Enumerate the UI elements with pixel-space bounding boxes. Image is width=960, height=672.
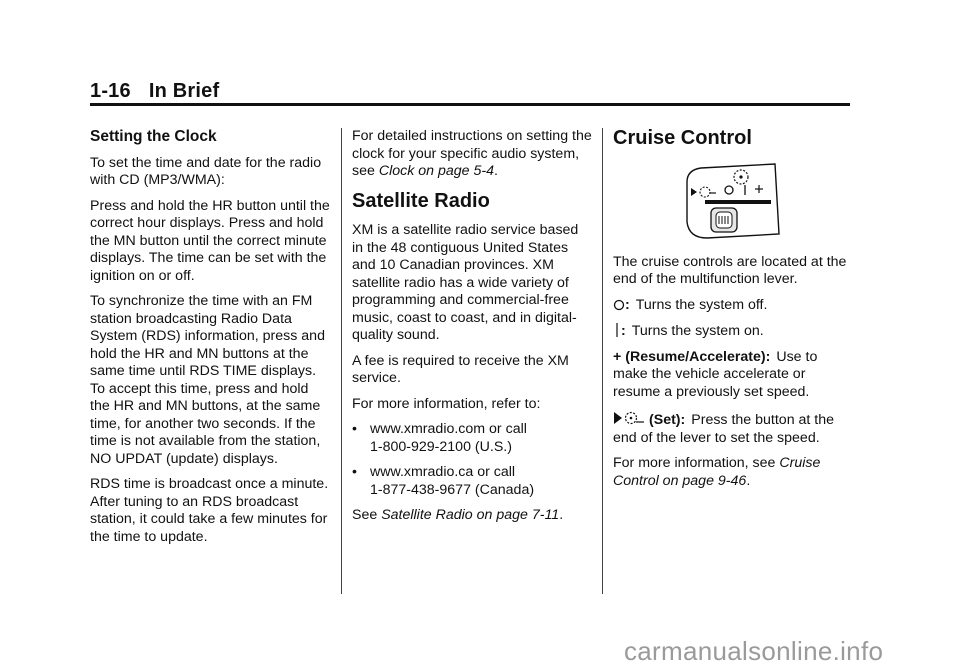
text: See (352, 507, 382, 523)
paragraph (352, 128, 592, 181)
phone-number: 1-877-438-9677 (Canada) (370, 481, 535, 498)
paragraph: A fee is required to receive the XM service. (352, 352, 569, 386)
link-text[interactable]: www.xmradio.ca or call (370, 464, 516, 480)
off-text: Turns the system off. (635, 296, 768, 313)
column-2 (352, 128, 592, 533)
section-title: In Brief (148, 80, 220, 102)
off-description (613, 297, 853, 315)
resume-label: + (Resume/Accelerate): (613, 348, 771, 365)
column-divider-2 (602, 128, 603, 594)
paragraph (613, 455, 853, 490)
cruise-lever-illustration (613, 160, 853, 242)
off-label: : (625, 296, 630, 313)
text: . (559, 507, 564, 523)
text: . (493, 163, 498, 179)
column-1 (90, 128, 330, 554)
bullet-icon: • (352, 421, 357, 437)
paragraph: To set the time and date for the radio with CD (MP3/WMA): (90, 154, 322, 188)
paragraph: RDS time is broadcast once a minute. After tuning to an RDS broadcast station, it could take a few minutes for the time to update. (90, 476, 329, 545)
cruise-control-heading: Cruise Control (613, 127, 752, 149)
column-3 (613, 128, 853, 498)
text: For detailed instructions on setting the clock for your specific audio system, see (352, 128, 592, 179)
cruise-lever-icon (683, 160, 783, 242)
set-description (613, 409, 853, 447)
paragraph (352, 507, 592, 525)
paragraph: Press and hold the HR button until the correct hour displays. Press and hold the MN button until the correct minute displays. The time can be set with the ignition on or off. (90, 197, 330, 284)
header-rule (90, 103, 850, 106)
bullet-icon: • (352, 464, 357, 480)
paragraph: XM is a satellite radio service based in the 48 contiguous United States and 10 Canadian provinces. XM satellite radio has a wide variety of programming and commercial-free music, coast to coast, and in digital-quality sound. (352, 222, 579, 343)
on-text: Turns the system on. (631, 323, 764, 339)
resume-text: Use to make the vehicle accelerate or resume a previously set speed. (613, 348, 818, 400)
text: For more information, see (613, 455, 780, 471)
clock-reference-link[interactable]: Clock on page 5-4 (378, 163, 494, 179)
off-circle-icon (613, 298, 625, 312)
cruise-control-reference-link[interactable]: Cruise Control on page 9-46 (613, 455, 821, 489)
set-text: Press the button at the end of the lever to set the speed. (613, 412, 835, 446)
satellite-radio-heading: Satellite Radio (352, 189, 490, 212)
text: . (746, 472, 751, 489)
page-header (90, 80, 219, 103)
watermark: carmanualsonline.info (624, 636, 884, 666)
page-number: 1-16 (90, 80, 131, 102)
phone-number: 1-800-929-2100 (U.S.) (370, 438, 512, 455)
paragraph: For more information, refer to: (352, 395, 541, 412)
paragraph: To synchronize the time with an FM station broadcasting Radio Data System (RDS) information, press and hold the HR and MN buttons at the same time until RDS TIME displays. To accept this time, press and hold the HR and MN buttons, at the same time, for another two seconds. If the time is not available from the station, NO UPDAT (update) displays. (90, 293, 325, 467)
list-item (352, 421, 592, 456)
list-item (352, 464, 592, 499)
paragraph: The cruise controls are located at the end of the multifunction lever. (613, 253, 847, 287)
satellite-radio-reference-link[interactable]: Satellite Radio on page 7-11 (381, 507, 560, 523)
on-label: : (621, 323, 626, 339)
column-divider-1 (341, 128, 342, 594)
on-description (613, 322, 853, 341)
set-cruise-icon (613, 409, 649, 427)
resume-description (613, 349, 853, 402)
link-text[interactable]: www.xmradio.com or call (370, 421, 527, 437)
on-bar-icon (613, 322, 621, 338)
set-label: (Set): (649, 412, 686, 428)
setting-clock-heading: Setting the Clock (90, 128, 217, 145)
